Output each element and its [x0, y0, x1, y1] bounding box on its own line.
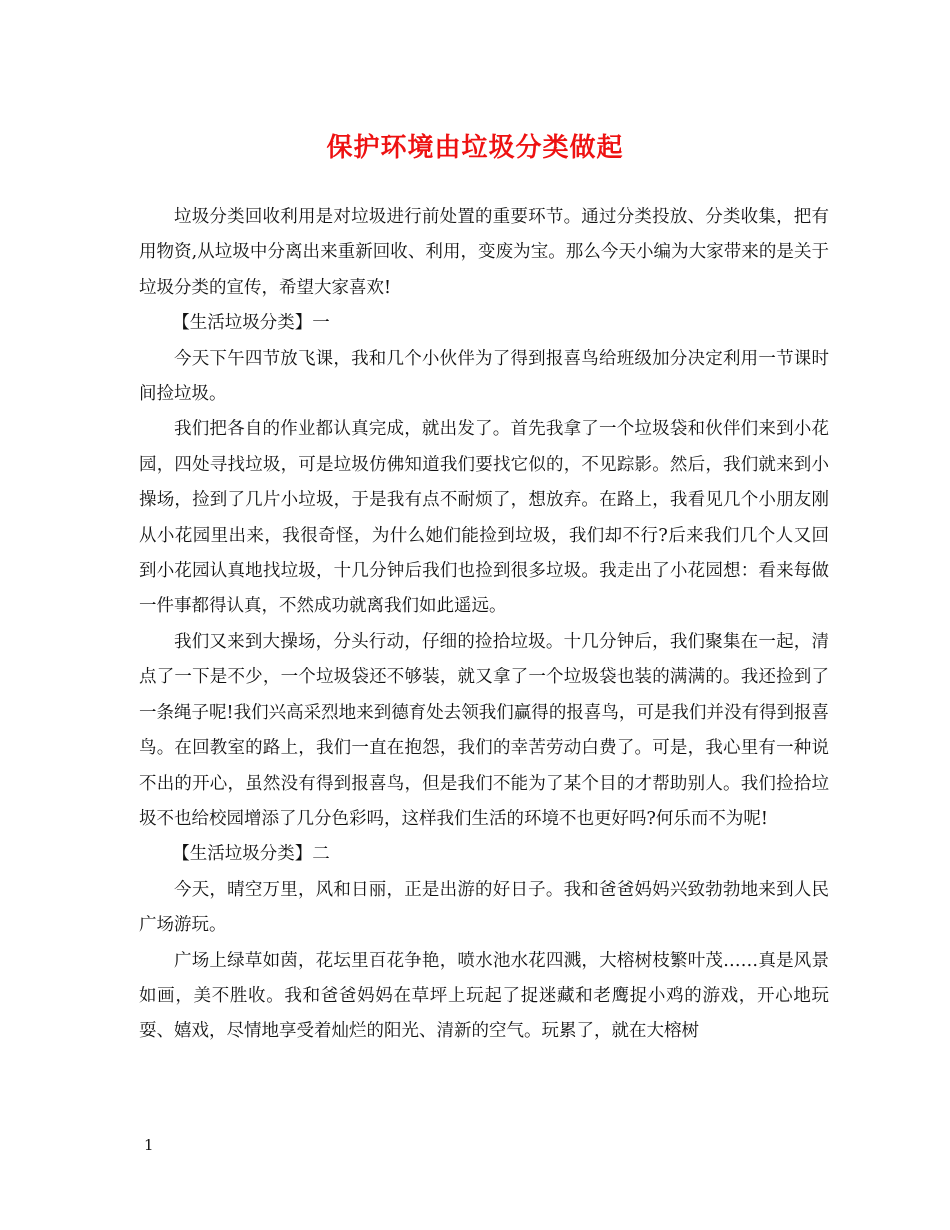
paragraph-intro: 垃圾分类回收利用是对垃圾进行前处置的重要环节。通过分类投放、分类收集，把有用物资,从垃圾中分离出来重新回收、利用，变废为宝。那么今天小编为大家带来的是关于垃圾分类的宣传，希望大家喜欢!: [139, 207, 829, 298]
page-number: 1: [144, 1136, 154, 1154]
document-title: 保护环境由垃圾分类做起: [326, 133, 624, 163]
paragraph: 广场上绿草如茵，花坛里百花争艳，喷水池水花四溅，大榕树枝繁叶茂……真是风景如画，美不胜收。我和爸爸妈妈在草坪上玩起了捉迷藏和老鹰捉小鸡的游戏，开心地玩耍、嬉戏，尽情地享受着灿烂的阳光、清新的空气。玩累了，就在大榕树: [139, 950, 829, 1042]
document-body: [139, 200, 829, 1050]
paragraph: 今天，晴空万里，风和日丽，正是出游的好日子。我和爸爸妈妈兴致勃勃地来到人民广场游玩。: [139, 879, 829, 936]
section-heading-one: 【生活垃圾分类】一: [172, 313, 330, 334]
paragraph: 我们把各自的作业都认真完成，就出发了。首先我拿了一个垃圾袋和伙伴们来到小花园，四处寻找垃圾，可是垃圾仿佛知道我们要找它似的，不见踪影。然后，我们就来到小操场，捡到了几片小垃圾，于是我有点不耐烦了，想放弃。在路上，我看见几个小朋友刚从小花园里出来，我很奇怪，为什么她们能捡到垃圾，我们却不行?后来我们几个人又回到小花园认真地找垃圾，十几分钟后我们也捡到很多垃圾。我走出了小花园想：看来每做一件事都得认真，不然成功就离我们如此遥远。: [139, 419, 829, 617]
paragraph: 今天下午四节放飞课，我和几个小伙伴为了得到报喜鸟给班级加分决定利用一节课时间捡垃圾。: [139, 348, 829, 405]
section-heading-two: 【生活垃圾分类】二: [172, 844, 330, 865]
paragraph: 我们又来到大操场，分头行动，仔细的捡拾垃圾。十几分钟后，我们聚集在一起，清点了一下是不少，一个垃圾袋还不够装，就又拿了一个垃圾袋也装的满满的。我还捡到了一条绳子呢!我们兴高采烈地来到德育处去领我们赢得的报喜鸟，可是我们并没有得到报喜鸟。在回教室的路上，我们一直在抱怨，我们的幸苦劳动白费了。可是，我心里有一种说不出的开心，虽然没有得到报喜鸟，但是我们不能为了某个目的才帮助别人。我们捡拾垃圾不也给校园增添了几分色彩吗，这样我们生活的环境不也更好吗?何乐而不为呢!: [139, 631, 829, 829]
